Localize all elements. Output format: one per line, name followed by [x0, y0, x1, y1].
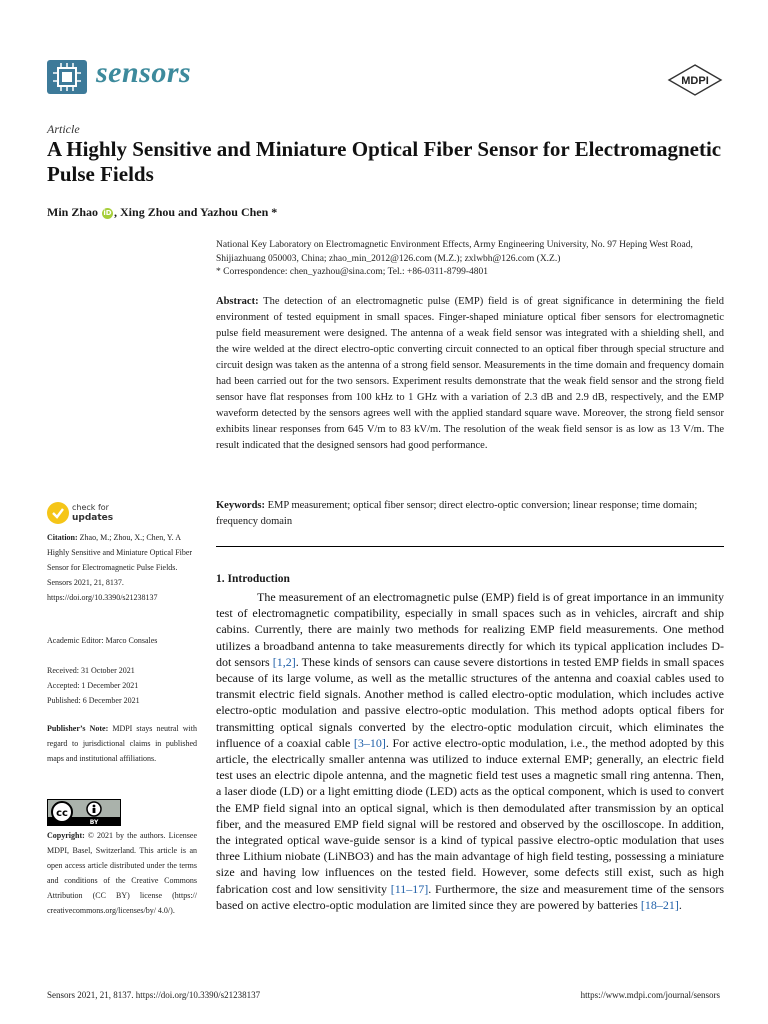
intro-text-part: The measurement of an electromagnetic pulse (EMP) field is of great importance in an immunity test of electromagnetic compatibility, especially in small spaces such as in vehicles, aircraft and ship cabins. Currently, there are mainly two methods for realizing EMP field measurements. One method utilizes a broadband antenna to take measurements directly for which its typical application includes D-dot sensors	[216, 590, 724, 669]
orcid-icon[interactable]: iD	[103, 208, 112, 217]
correspondence: * Correspondence: chen_yazhou@sina.com; Tel.: +86-0311-8799-4801	[216, 267, 488, 277]
check-for-updates-button[interactable]	[72, 503, 113, 523]
article-type: Article	[47, 122, 80, 136]
citation-link[interactable]: [18–21]	[640, 897, 679, 912]
citation-link[interactable]: [1,2]	[272, 654, 296, 669]
footer-citation: Sensors 2021, 21, 8137. https://doi.org/10.3390/s21238137	[47, 990, 261, 1000]
publisher-note-label: Publisher’s Note:	[47, 724, 109, 733]
intro-text-part: . These kinds of sensors can cause severe distortions in tested EMP fields in small spaces because of its large volume, as well as the metallic structures of the antenna and coaxial cables used to transmit electric field signals. Another method is called electro-optic modulation, which includes active electro-optic modulation and passive electro-optic modulation. This method adopts optical fibers for transmitting optical signals converted by the electro-optic modulation circuit, which eliminates the influence of a coaxial cable	[216, 654, 724, 750]
journal-name: sensors	[96, 56, 192, 89]
citation-link[interactable]: [11–17]	[390, 881, 429, 896]
introduction-paragraph	[216, 589, 724, 913]
copyright-label: Copyright:	[47, 831, 85, 840]
keywords-text: EMP measurement; optical fiber sensor; direct electro-optic conversion; linear response; time domain; frequency domain	[216, 500, 698, 527]
citation	[47, 530, 197, 605]
received-date: Received: 31 October 2021	[47, 666, 135, 675]
copyright-text: © 2021 by the authors. Licensee MDPI, Basel, Switzerland. This article is an open access article distributed under the terms and conditions of the Creative Commons Attribution (CC BY) license (https:// creativecommons.org/licenses/by/ 4.0/).	[47, 831, 197, 915]
citation-link[interactable]: [3–10]	[353, 735, 386, 750]
publication-dates	[47, 663, 197, 708]
copyright	[47, 828, 197, 918]
intro-text-part: .	[678, 897, 682, 912]
cc-label: cc	[56, 808, 68, 819]
article-title: A Highly Sensitive and Miniature Optical Fiber Sensor for Electromagnetic Pulse Fields	[47, 137, 722, 186]
keywords	[216, 498, 724, 530]
cc-by-license-badge[interactable]	[47, 799, 121, 826]
check-for-updates-icon[interactable]	[47, 502, 69, 524]
abstract-text: The detection of an electromagnetic pulse (EMP) field is of great significance in determining the field environment of tested equipment in small spaces. Finger-shaped miniature optical fiber sensors for electromagnetic pulse field measurement were designed. The antenna of a weak field sensor was integrated with a shielding shell, and the wire welded at the direct electro-optic converting circuit connected to an optical fiber through special structure and circuit design was taken as the antenna of a strong field sensor. Measurements in the time domain and frequency domain had been carried out for the two sensors. Experiment results demonstrate that the weak field sensor and the strong field sensor have flat responses from 100 kHz to 1 GHz with a variation of 2.3 dB and 2.9 dB, respectively, and the EMP waveform detected by the sensors agrees well with the applied standard square wave. Moreover, the strong field sensor exhibits linear responses from 645 V/m to 83 kV/m. The resolution of the weak field sensor is as low as 13 V/m. The result indicated that the designed sensors had good performance.	[216, 296, 724, 451]
author-list	[47, 205, 277, 220]
section-heading: 1. Introduction	[216, 573, 290, 585]
author-name: Min Zhao	[47, 205, 99, 219]
academic-editor: Academic Editor: Marco Consales	[47, 636, 158, 645]
publisher-note-text: MDPI stays neutral with regard to jurisdictional claims in published maps and institutional affiliations.	[47, 724, 198, 763]
publisher-note	[47, 721, 197, 766]
check-for-updates-line1: check for	[72, 503, 109, 512]
check-for-updates-line2: updates	[72, 513, 114, 523]
section-divider	[216, 546, 724, 547]
footer-journal-url[interactable]: https://www.mdpi.com/journal/sensors	[580, 990, 720, 1000]
author-names-rest: , Xing Zhou and Yazhou Chen *	[114, 205, 278, 219]
abstract-label: Abstract:	[216, 296, 259, 307]
by-label: BY	[89, 819, 99, 825]
publisher-name: MDPI	[681, 75, 709, 87]
mdpi-logo	[667, 64, 723, 96]
intro-text-part: . Furthermore, the size and measurement time of the sensors based on active electro-optic modulation are limited since they are powered by batteries	[216, 881, 725, 912]
citation-label: Citation:	[47, 533, 78, 542]
abstract	[216, 294, 724, 454]
keywords-label: Keywords:	[216, 500, 265, 511]
journal-logo-icon	[47, 60, 87, 94]
accepted-date: Accepted: 1 December 2021	[47, 681, 139, 690]
affiliation: National Key Laboratory on Electromagnetic Environment Effects, Army Engineering University, No. 97 Heping West Road, Shijiazhuang 050003, China; zhao_min_2012@126.com (M.Z.); zxlwbh@126.com (X.Z.)	[216, 240, 693, 264]
published-date: Published: 6 December 2021	[47, 696, 140, 705]
citation-text: Zhao, M.; Zhou, X.; Chen, Y. A Highly Sensitive and Miniature Optical Fiber Sensor for Electromagnetic Pulse Fields. Sensors 2021, 21, 8137. https://doi.org/10.3390/s21238137	[47, 533, 193, 602]
intro-text-part: . For active electro-optic modulation, i.e., the method adopted by this article, the electrically smaller antenna was utilized to induce external EMP; generally, an electric field test uses an electric dipole antenna, and the magnetic field test uses a magnetic small ring antenna. Then, a laser diode (LD) or a light emitting diode (LED) acts as the optical component, which is used to convert the EMP field signal into an optical signal, which is then demodulated after transmission by an optical fiber, and the measured EMP field signal will be restored and observed by the oscilloscope. In addition, the integrated optical wave-guide sensor is a kind of typical passive electro-optic modulation that uses three Lithium niobate (LiNBO3) and has the main advantage of high field testing, possessing a miniature size and having low influences on the tested field. However, some defects still exist, such as high fabrication cost and low sensitivity	[216, 735, 725, 896]
